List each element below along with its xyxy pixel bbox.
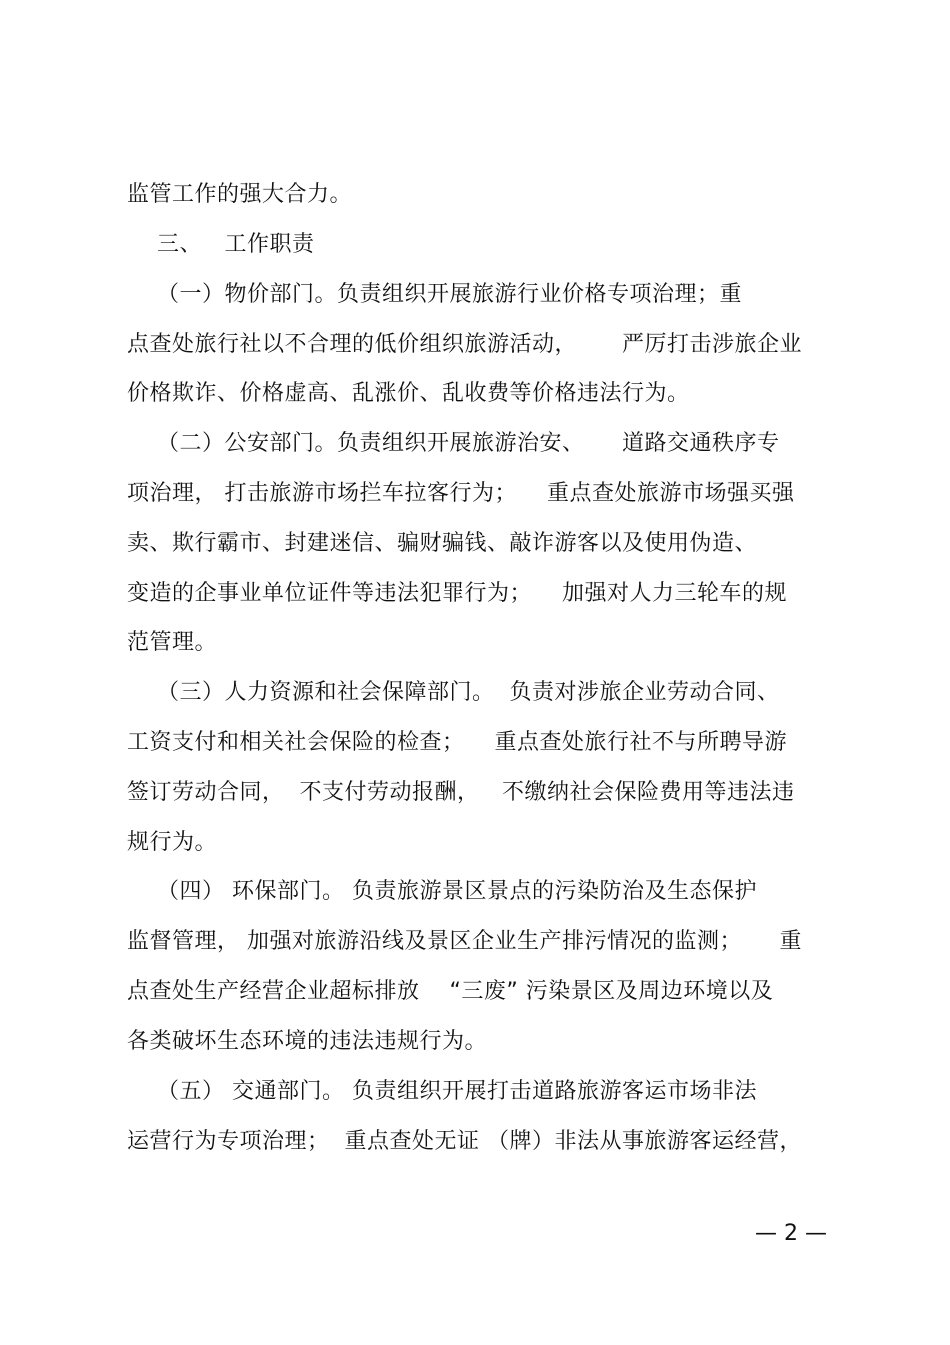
page-number: — 2 — <box>755 1221 827 1246</box>
text-line: （四） 环保部门。 负责旅游景区景点的污染防治及生态保护 <box>127 879 757 904</box>
text-line: 项治理， 打击旅游市场拦车拉客行为； 重点查处旅游市场强买强 <box>127 481 795 506</box>
text-line: 规行为。 <box>127 830 218 855</box>
section-heading: 三、 工作职责 <box>127 232 315 257</box>
text-line: 工资支付和相关社会保险的检查； 重点查处旅行社不与所聘导游 <box>127 730 787 755</box>
text-line: 签订劳动合同， 不支付劳动报酬， 不缴纳社会保险费用等违法违 <box>127 780 795 805</box>
text-line: （二）公安部门。负责组织开展旅游治安、 道路交通秩序专 <box>127 431 780 456</box>
text-line: （一）物价部门。负责组织开展旅游行业价格专项治理；重 <box>127 282 742 307</box>
text-line: 价格欺诈、价格虚高、乱涨价、乱收费等价格违法行为。 <box>127 381 690 406</box>
text-line: （三）人力资源和社会保障部门。 负责对涉旅企业劳动合同、 <box>127 680 780 705</box>
text-line: 运营行为专项治理； 重点查处无证 （牌）非法从事旅游客运经营， <box>127 1129 802 1154</box>
text-line: （五） 交通部门。 负责组织开展打击道路旅游客运市场非法 <box>127 1079 757 1104</box>
text-line: 范管理。 <box>127 630 218 655</box>
text-line: 点查处旅行社以不合理的低价组织旅游活动， 严厉打击涉旅企业 <box>127 332 802 357</box>
text-line: 点查处生产经营企业超标排放 “三废” 污染景区及周边环境以及 <box>127 979 774 1004</box>
text-line: 变造的企事业单位证件等违法犯罪行为； 加强对人力三轮车的规 <box>127 581 787 606</box>
text-line: 卖、欺行霸市、封建迷信、骗财骗钱、敲诈游客以及使用伪造、 <box>127 531 758 556</box>
text-line: 监管工作的强大合力。 <box>127 182 353 207</box>
text-line: 各类破坏生态环境的违法违规行为。 <box>127 1029 488 1054</box>
text-line: 监督管理， 加强对旅游沿线及景区企业生产排污情况的监测； 重 <box>127 929 802 954</box>
